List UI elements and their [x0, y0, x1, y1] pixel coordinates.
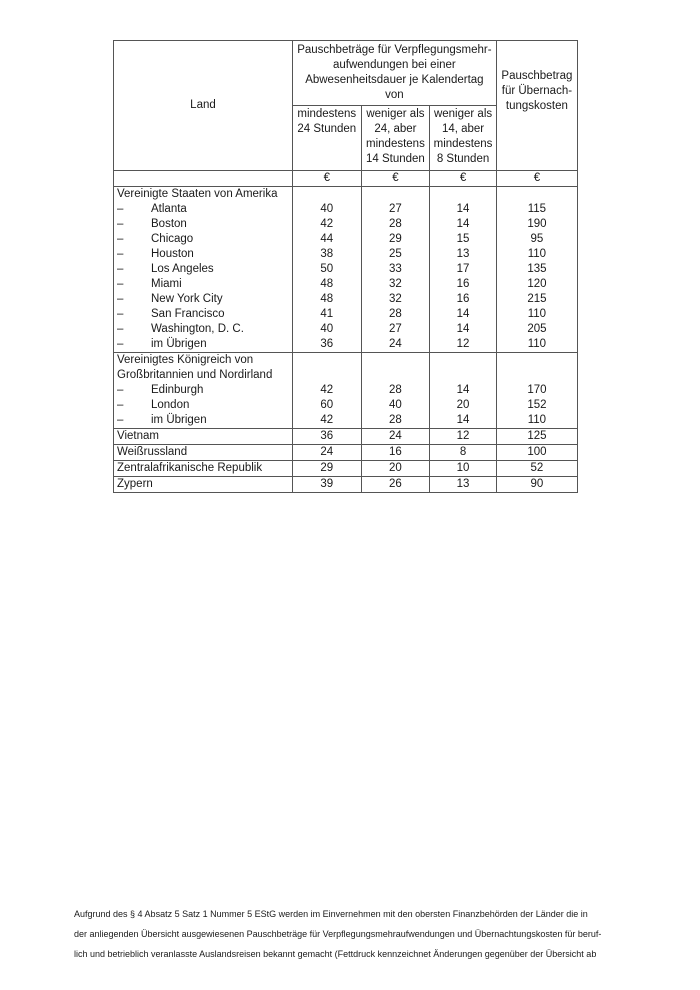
section-title-row	[114, 368, 578, 383]
value-24h: 36	[292, 429, 361, 445]
table-row	[114, 292, 578, 307]
dash-marker: –	[117, 203, 124, 215]
empty-cell	[361, 368, 430, 383]
value-8h: 12	[430, 337, 497, 353]
value-24h: 38	[292, 247, 361, 262]
value-24h: 42	[292, 413, 361, 429]
value-lodging: 135	[496, 262, 577, 277]
header-lodging-allowance: Pauschbetrag für Übernach- tungskosten	[496, 41, 577, 171]
empty-cell	[496, 353, 577, 369]
section-title: Vereinigtes Königreich von	[114, 353, 293, 369]
footer-line: lich und betrieblich veranlasste Auslandsreisen bekannt gemacht (Fettdruck kennzeichnet Änderungen gegenüber der Übersicht ab	[74, 949, 597, 959]
value-14h: 25	[361, 247, 430, 262]
value-14h: 24	[361, 337, 430, 353]
value-24h: 40	[292, 202, 361, 217]
dash-marker: –	[117, 414, 124, 426]
dash-marker: –	[117, 248, 124, 260]
value-24h: 36	[292, 337, 361, 353]
country-cell	[114, 461, 293, 477]
section-title-row	[114, 187, 578, 203]
table-row	[114, 337, 578, 353]
empty-cell	[292, 187, 361, 203]
country-cell	[114, 307, 293, 322]
value-14h: 40	[361, 398, 430, 413]
value-14h: 26	[361, 477, 430, 493]
footer-line: Aufgrund des § 4 Absatz 5 Satz 1 Nummer 5 EStG werden im Einvernehmen mit den obersten Finanzbehörden der Länder die in	[74, 909, 588, 919]
value-lodging: 190	[496, 217, 577, 232]
value-14h: 32	[361, 277, 430, 292]
value-8h: 20	[430, 398, 497, 413]
footer-text	[74, 904, 634, 964]
value-lodging: 125	[496, 429, 577, 445]
header-8h: weniger als 14, aber mindestens 8 Stunden	[430, 106, 497, 171]
value-lodging: 110	[496, 307, 577, 322]
location-name: im Übrigen	[151, 338, 207, 350]
location-name: Boston	[151, 218, 187, 230]
country-cell	[114, 413, 293, 429]
value-24h: 42	[292, 217, 361, 232]
value-8h: 8	[430, 445, 497, 461]
location-name: New York City	[151, 293, 223, 305]
value-14h: 16	[361, 445, 430, 461]
value-8h: 14	[430, 413, 497, 429]
value-14h: 24	[361, 429, 430, 445]
value-lodging: 100	[496, 445, 577, 461]
value-8h: 17	[430, 262, 497, 277]
value-lodging: 115	[496, 202, 577, 217]
value-24h: 40	[292, 322, 361, 337]
value-14h: 32	[361, 292, 430, 307]
dash-marker: –	[117, 263, 124, 275]
location-name: im Übrigen	[151, 414, 207, 426]
value-24h: 44	[292, 232, 361, 247]
value-14h: 29	[361, 232, 430, 247]
table-row	[114, 232, 578, 247]
location-name: Edinburgh	[151, 384, 204, 396]
country-cell	[114, 232, 293, 247]
value-24h: 41	[292, 307, 361, 322]
value-8h: 14	[430, 202, 497, 217]
value-8h: 12	[430, 429, 497, 445]
value-24h: 24	[292, 445, 361, 461]
dash-marker: –	[117, 323, 124, 335]
dash-marker: –	[117, 384, 124, 396]
currency-row-land	[114, 171, 293, 187]
value-14h: 20	[361, 461, 430, 477]
currency-label: €	[430, 171, 497, 187]
country-cell	[114, 383, 293, 398]
table-row	[114, 322, 578, 337]
country-cell	[114, 262, 293, 277]
value-lodging: 205	[496, 322, 577, 337]
value-8h: 14	[430, 307, 497, 322]
value-lodging: 110	[496, 413, 577, 429]
currency-label: €	[496, 171, 577, 187]
value-8h: 13	[430, 247, 497, 262]
location-name: Los Angeles	[151, 263, 214, 275]
empty-cell	[292, 368, 361, 383]
location-name: Zentralafrikanische Republik	[117, 462, 263, 474]
value-14h: 28	[361, 307, 430, 322]
country-cell	[114, 292, 293, 307]
value-lodging: 90	[496, 477, 577, 493]
value-8h: 10	[430, 461, 497, 477]
header-24h: mindestens 24 Stunden	[292, 106, 361, 171]
table-row	[114, 217, 578, 232]
dash-marker: –	[117, 399, 124, 411]
country-cell	[114, 398, 293, 413]
value-lodging: 120	[496, 277, 577, 292]
value-14h: 28	[361, 217, 430, 232]
value-24h: 39	[292, 477, 361, 493]
header-14h: weniger als 24, aber mindestens 14 Stunden	[361, 106, 430, 171]
dash-marker: –	[117, 293, 124, 305]
table-row	[114, 413, 578, 429]
table-row	[114, 477, 578, 493]
table-row	[114, 461, 578, 477]
country-cell	[114, 202, 293, 217]
empty-cell	[361, 353, 430, 369]
empty-cell	[430, 353, 497, 369]
value-24h: 60	[292, 398, 361, 413]
table-row	[114, 262, 578, 277]
location-name: San Francisco	[151, 308, 225, 320]
empty-cell	[292, 353, 361, 369]
value-8h: 16	[430, 277, 497, 292]
location-name: Weißrussland	[117, 446, 188, 458]
dash-marker: –	[117, 308, 124, 320]
value-8h: 13	[430, 477, 497, 493]
value-24h: 42	[292, 383, 361, 398]
dash-marker: –	[117, 338, 124, 350]
country-cell	[114, 337, 293, 353]
value-lodging: 110	[496, 247, 577, 262]
location-name: Washington, D. C.	[151, 323, 244, 335]
location-name: Chicago	[151, 233, 194, 245]
country-cell	[114, 217, 293, 232]
value-24h: 29	[292, 461, 361, 477]
value-14h: 33	[361, 262, 430, 277]
value-14h: 28	[361, 413, 430, 429]
country-cell	[114, 477, 293, 493]
table-row	[114, 307, 578, 322]
value-lodging: 170	[496, 383, 577, 398]
allowance-table	[113, 40, 578, 493]
footer-line: der anliegenden Übersicht ausgewiesenen Pauschbeträge für Verpflegungsmehraufwendungen und Übernachtungskosten für beruf-	[74, 929, 602, 939]
table-row	[114, 429, 578, 445]
table-row	[114, 445, 578, 461]
value-8h: 16	[430, 292, 497, 307]
location-name: Zypern	[117, 478, 153, 490]
empty-cell	[496, 368, 577, 383]
empty-cell	[361, 187, 430, 203]
dash-marker: –	[117, 278, 124, 290]
value-14h: 27	[361, 202, 430, 217]
value-lodging: 152	[496, 398, 577, 413]
value-8h: 14	[430, 383, 497, 398]
currency-label: €	[361, 171, 430, 187]
country-cell	[114, 247, 293, 262]
currency-label: €	[292, 171, 361, 187]
section-title: Großbritannien und Nordirland	[114, 368, 293, 383]
value-lodging: 215	[496, 292, 577, 307]
section-title-row	[114, 353, 578, 369]
location-name: Atlanta	[151, 203, 187, 215]
table-row	[114, 398, 578, 413]
value-24h: 48	[292, 292, 361, 307]
section-title: Vereinigte Staaten von Amerika	[114, 187, 293, 203]
header-land: Land	[114, 41, 293, 171]
table-row	[114, 277, 578, 292]
value-24h: 48	[292, 277, 361, 292]
table-row	[114, 202, 578, 217]
value-lodging: 52	[496, 461, 577, 477]
country-cell	[114, 322, 293, 337]
value-24h: 50	[292, 262, 361, 277]
location-name: Vietnam	[117, 430, 159, 442]
location-name: Miami	[151, 278, 182, 290]
dash-marker: –	[117, 218, 124, 230]
header-meal-allowance: Pauschbeträge für Verpflegungsmehr- aufwendungen bei einer Abwesenheitsdauer je Kalendertag von	[292, 41, 496, 106]
value-8h: 14	[430, 217, 497, 232]
value-lodging: 110	[496, 337, 577, 353]
value-14h: 27	[361, 322, 430, 337]
country-cell	[114, 445, 293, 461]
country-cell	[114, 429, 293, 445]
table-body	[114, 187, 578, 493]
dash-marker: –	[117, 233, 124, 245]
table-row	[114, 383, 578, 398]
empty-cell	[430, 368, 497, 383]
location-name: London	[151, 399, 190, 411]
country-cell	[114, 277, 293, 292]
empty-cell	[430, 187, 497, 203]
location-name: Houston	[151, 248, 194, 260]
value-8h: 15	[430, 232, 497, 247]
table-row	[114, 247, 578, 262]
value-lodging: 95	[496, 232, 577, 247]
value-8h: 14	[430, 322, 497, 337]
value-14h: 28	[361, 383, 430, 398]
empty-cell	[496, 187, 577, 203]
